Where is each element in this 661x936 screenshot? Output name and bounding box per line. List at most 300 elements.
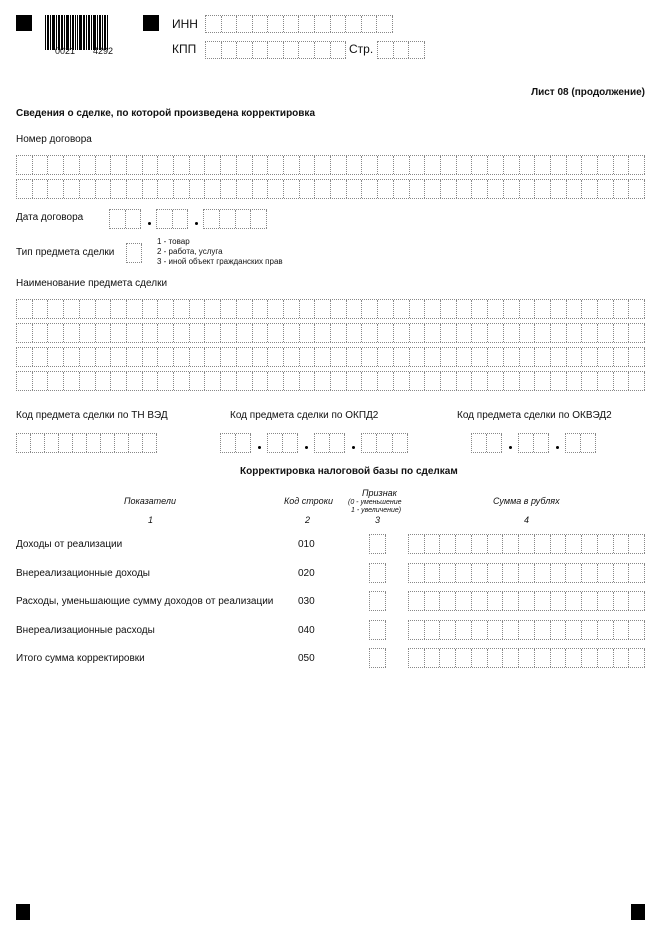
input-cell[interactable]	[410, 180, 426, 198]
input-cell[interactable]	[441, 324, 457, 342]
input-cell[interactable]	[315, 156, 331, 174]
input-cell[interactable]	[237, 348, 253, 366]
subject-name-row-3[interactable]	[16, 347, 645, 367]
input-cell[interactable]	[472, 621, 488, 639]
correction-row-sign-field[interactable]	[369, 563, 386, 583]
input-cell[interactable]	[535, 348, 551, 366]
input-cell[interactable]	[456, 592, 472, 610]
input-cell[interactable]	[268, 180, 284, 198]
input-cell[interactable]	[503, 564, 519, 582]
input-cell[interactable]	[370, 564, 386, 582]
input-cell[interactable]	[300, 156, 316, 174]
input-cell[interactable]	[440, 592, 456, 610]
input-cell[interactable]	[96, 156, 112, 174]
input-cell[interactable]	[488, 348, 504, 366]
input-cell[interactable]	[409, 649, 425, 667]
input-cell[interactable]	[237, 300, 253, 318]
input-cell[interactable]	[111, 372, 127, 390]
input-cell[interactable]	[488, 592, 504, 610]
input-cell[interactable]	[96, 372, 112, 390]
input-cell[interactable]	[17, 324, 33, 342]
input-cell[interactable]	[551, 621, 567, 639]
input-cell[interactable]	[205, 372, 221, 390]
input-cell[interactable]	[253, 42, 269, 58]
input-cell[interactable]	[488, 300, 504, 318]
input-cell[interactable]	[143, 180, 159, 198]
input-cell[interactable]	[487, 434, 502, 452]
input-cell[interactable]	[331, 372, 347, 390]
input-cell[interactable]	[362, 324, 378, 342]
input-cell[interactable]	[80, 180, 96, 198]
input-cell[interactable]	[567, 180, 583, 198]
input-cell[interactable]	[284, 180, 300, 198]
input-cell[interactable]	[362, 156, 378, 174]
input-cell[interactable]	[614, 621, 630, 639]
input-cell[interactable]	[520, 156, 536, 174]
input-cell[interactable]	[614, 564, 630, 582]
input-cell[interactable]	[629, 180, 645, 198]
input-cell[interactable]	[17, 372, 33, 390]
input-cell[interactable]	[284, 156, 300, 174]
input-cell[interactable]	[237, 42, 253, 58]
okved2-code-group-3[interactable]	[565, 433, 596, 453]
input-cell[interactable]	[284, 16, 300, 32]
input-cell[interactable]	[393, 434, 408, 452]
input-cell[interactable]	[520, 372, 536, 390]
input-cell[interactable]	[425, 592, 441, 610]
correction-row-sign-field[interactable]	[369, 591, 386, 611]
input-cell[interactable]	[206, 16, 222, 32]
input-cell[interactable]	[299, 16, 315, 32]
okved2-code-group-1[interactable]	[471, 433, 502, 453]
input-cell[interactable]	[96, 300, 112, 318]
input-cell[interactable]	[519, 434, 534, 452]
input-cell[interactable]	[174, 156, 190, 174]
input-cell[interactable]	[440, 649, 456, 667]
input-cell[interactable]	[629, 156, 645, 174]
input-cell[interactable]	[315, 180, 331, 198]
input-cell[interactable]	[503, 649, 519, 667]
input-cell[interactable]	[535, 372, 551, 390]
correction-row-sign-field[interactable]	[369, 534, 386, 554]
input-cell[interactable]	[520, 300, 536, 318]
input-cell[interactable]	[520, 348, 536, 366]
input-cell[interactable]	[535, 592, 551, 610]
input-cell[interactable]	[488, 621, 504, 639]
input-cell[interactable]	[614, 324, 630, 342]
input-cell[interactable]	[80, 156, 96, 174]
input-cell[interactable]	[115, 434, 129, 452]
input-cell[interactable]	[253, 156, 269, 174]
input-cell[interactable]	[441, 156, 457, 174]
input-cell[interactable]	[551, 156, 567, 174]
input-cell[interactable]	[488, 372, 504, 390]
input-cell[interactable]	[205, 348, 221, 366]
input-cell[interactable]	[64, 156, 80, 174]
input-cell[interactable]	[268, 42, 284, 58]
input-cell[interactable]	[17, 300, 33, 318]
input-cell[interactable]	[488, 156, 504, 174]
input-cell[interactable]	[456, 621, 472, 639]
input-cell[interactable]	[299, 42, 315, 58]
input-cell[interactable]	[582, 300, 598, 318]
input-cell[interactable]	[425, 372, 441, 390]
input-cell[interactable]	[174, 372, 190, 390]
input-cell[interactable]	[472, 348, 488, 366]
input-cell[interactable]	[110, 210, 126, 228]
input-cell[interactable]	[111, 180, 127, 198]
input-cell[interactable]	[614, 649, 630, 667]
input-cell[interactable]	[174, 300, 190, 318]
correction-row-amount-field[interactable]	[408, 563, 645, 583]
input-cell[interactable]	[409, 621, 425, 639]
input-cell[interactable]	[251, 210, 267, 228]
correction-row-sign-field[interactable]	[369, 620, 386, 640]
input-cell[interactable]	[582, 156, 598, 174]
input-cell[interactable]	[331, 42, 347, 58]
input-cell[interactable]	[457, 180, 473, 198]
input-cell[interactable]	[425, 324, 441, 342]
input-cell[interactable]	[551, 348, 567, 366]
input-cell[interactable]	[48, 348, 64, 366]
input-cell[interactable]	[535, 535, 551, 553]
input-cell[interactable]	[33, 156, 49, 174]
input-cell[interactable]	[535, 564, 551, 582]
okved2-code-group-2[interactable]	[518, 433, 549, 453]
input-cell[interactable]	[504, 156, 520, 174]
input-cell[interactable]	[315, 434, 330, 452]
inn-field[interactable]	[205, 15, 393, 33]
input-cell[interactable]	[488, 180, 504, 198]
input-cell[interactable]	[300, 372, 316, 390]
input-cell[interactable]	[347, 180, 363, 198]
input-cell[interactable]	[253, 300, 269, 318]
input-cell[interactable]	[567, 300, 583, 318]
input-cell[interactable]	[504, 324, 520, 342]
input-cell[interactable]	[535, 156, 551, 174]
input-cell[interactable]	[221, 180, 237, 198]
subject-type-field[interactable]	[126, 243, 142, 263]
input-cell[interactable]	[394, 42, 410, 58]
input-cell[interactable]	[614, 592, 630, 610]
input-cell[interactable]	[347, 324, 363, 342]
input-cell[interactable]	[221, 300, 237, 318]
input-cell[interactable]	[101, 434, 115, 452]
input-cell[interactable]	[253, 324, 269, 342]
input-cell[interactable]	[566, 564, 582, 582]
input-cell[interactable]	[488, 564, 504, 582]
input-cell[interactable]	[331, 348, 347, 366]
input-cell[interactable]	[551, 564, 567, 582]
input-cell[interactable]	[143, 434, 157, 452]
input-cell[interactable]	[567, 372, 583, 390]
subject-name-row-4[interactable]	[16, 371, 645, 391]
input-cell[interactable]	[598, 156, 614, 174]
input-cell[interactable]	[472, 592, 488, 610]
input-cell[interactable]	[370, 649, 386, 667]
input-cell[interactable]	[315, 300, 331, 318]
input-cell[interactable]	[64, 324, 80, 342]
input-cell[interactable]	[488, 324, 504, 342]
input-cell[interactable]	[127, 300, 143, 318]
input-cell[interactable]	[457, 348, 473, 366]
input-cell[interactable]	[410, 348, 426, 366]
input-cell[interactable]	[394, 372, 410, 390]
okpd2-code-group-1[interactable]	[220, 433, 251, 453]
input-cell[interactable]	[504, 348, 520, 366]
input-cell[interactable]	[582, 535, 598, 553]
input-cell[interactable]	[629, 592, 645, 610]
input-cell[interactable]	[567, 156, 583, 174]
input-cell[interactable]	[48, 324, 64, 342]
input-cell[interactable]	[394, 156, 410, 174]
input-cell[interactable]	[127, 156, 143, 174]
input-cell[interactable]	[31, 434, 45, 452]
input-cell[interactable]	[598, 564, 614, 582]
input-cell[interactable]	[48, 372, 64, 390]
input-cell[interactable]	[253, 372, 269, 390]
input-cell[interactable]	[45, 434, 59, 452]
input-cell[interactable]	[362, 348, 378, 366]
input-cell[interactable]	[410, 156, 426, 174]
input-cell[interactable]	[598, 535, 614, 553]
input-cell[interactable]	[221, 434, 236, 452]
input-cell[interactable]	[441, 180, 457, 198]
input-cell[interactable]	[347, 372, 363, 390]
input-cell[interactable]	[48, 180, 64, 198]
input-cell[interactable]	[300, 180, 316, 198]
input-cell[interactable]	[519, 649, 535, 667]
input-cell[interactable]	[409, 592, 425, 610]
input-cell[interactable]	[472, 180, 488, 198]
input-cell[interactable]	[237, 324, 253, 342]
input-cell[interactable]	[284, 300, 300, 318]
input-cell[interactable]	[520, 180, 536, 198]
input-cell[interactable]	[567, 348, 583, 366]
input-cell[interactable]	[127, 348, 143, 366]
input-cell[interactable]	[33, 348, 49, 366]
input-cell[interactable]	[614, 156, 630, 174]
input-cell[interactable]	[80, 372, 96, 390]
input-cell[interactable]	[551, 180, 567, 198]
input-cell[interactable]	[472, 372, 488, 390]
input-cell[interactable]	[127, 244, 142, 262]
input-cell[interactable]	[629, 372, 645, 390]
input-cell[interactable]	[205, 180, 221, 198]
input-cell[interactable]	[504, 300, 520, 318]
input-cell[interactable]	[425, 621, 441, 639]
input-cell[interactable]	[127, 324, 143, 342]
input-cell[interactable]	[331, 16, 347, 32]
input-cell[interactable]	[378, 180, 394, 198]
input-cell[interactable]	[534, 434, 549, 452]
input-cell[interactable]	[472, 324, 488, 342]
input-cell[interactable]	[283, 434, 298, 452]
input-cell[interactable]	[284, 42, 300, 58]
input-cell[interactable]	[456, 535, 472, 553]
input-cell[interactable]	[472, 649, 488, 667]
input-cell[interactable]	[331, 300, 347, 318]
input-cell[interactable]	[566, 621, 582, 639]
tnved-code-field[interactable]	[16, 433, 157, 453]
input-cell[interactable]	[598, 592, 614, 610]
input-cell[interactable]	[582, 348, 598, 366]
input-cell[interactable]	[96, 324, 112, 342]
input-cell[interactable]	[614, 372, 630, 390]
input-cell[interactable]	[236, 434, 251, 452]
input-cell[interactable]	[221, 324, 237, 342]
input-cell[interactable]	[629, 649, 645, 667]
input-cell[interactable]	[581, 434, 596, 452]
input-cell[interactable]	[425, 180, 441, 198]
input-cell[interactable]	[111, 348, 127, 366]
input-cell[interactable]	[566, 592, 582, 610]
input-cell[interactable]	[377, 16, 393, 32]
input-cell[interactable]	[425, 649, 441, 667]
input-cell[interactable]	[456, 649, 472, 667]
input-cell[interactable]	[582, 564, 598, 582]
contract-number-row-1[interactable]	[16, 155, 645, 175]
input-cell[interactable]	[520, 324, 536, 342]
input-cell[interactable]	[566, 535, 582, 553]
input-cell[interactable]	[566, 649, 582, 667]
input-cell[interactable]	[535, 300, 551, 318]
okpd2-code-group-2[interactable]	[267, 433, 298, 453]
input-cell[interactable]	[394, 348, 410, 366]
input-cell[interactable]	[268, 300, 284, 318]
input-cell[interactable]	[535, 621, 551, 639]
input-cell[interactable]	[582, 324, 598, 342]
input-cell[interactable]	[472, 300, 488, 318]
input-cell[interactable]	[472, 156, 488, 174]
input-cell[interactable]	[566, 434, 581, 452]
input-cell[interactable]	[315, 42, 331, 58]
input-cell[interactable]	[129, 434, 143, 452]
input-cell[interactable]	[582, 649, 598, 667]
input-cell[interactable]	[126, 210, 142, 228]
input-cell[interactable]	[268, 348, 284, 366]
correction-row-amount-field[interactable]	[408, 534, 645, 554]
input-cell[interactable]	[59, 434, 73, 452]
input-cell[interactable]	[143, 300, 159, 318]
input-cell[interactable]	[535, 180, 551, 198]
input-cell[interactable]	[48, 300, 64, 318]
input-cell[interactable]	[111, 300, 127, 318]
input-cell[interactable]	[378, 156, 394, 174]
input-cell[interactable]	[551, 592, 567, 610]
input-cell[interactable]	[220, 210, 236, 228]
input-cell[interactable]	[503, 592, 519, 610]
input-cell[interactable]	[614, 535, 630, 553]
input-cell[interactable]	[111, 156, 127, 174]
input-cell[interactable]	[190, 324, 206, 342]
input-cell[interactable]	[629, 348, 645, 366]
input-cell[interactable]	[253, 16, 269, 32]
input-cell[interactable]	[441, 348, 457, 366]
input-cell[interactable]	[551, 535, 567, 553]
input-cell[interactable]	[440, 564, 456, 582]
input-cell[interactable]	[96, 180, 112, 198]
input-cell[interactable]	[205, 156, 221, 174]
input-cell[interactable]	[268, 434, 283, 452]
input-cell[interactable]	[425, 156, 441, 174]
input-cell[interactable]	[331, 180, 347, 198]
correction-row-sign-field[interactable]	[369, 648, 386, 668]
input-cell[interactable]	[143, 348, 159, 366]
input-cell[interactable]	[457, 324, 473, 342]
input-cell[interactable]	[629, 535, 645, 553]
input-cell[interactable]	[222, 16, 238, 32]
input-cell[interactable]	[598, 348, 614, 366]
input-cell[interactable]	[222, 42, 238, 58]
contract-date-year[interactable]	[203, 209, 267, 229]
input-cell[interactable]	[614, 348, 630, 366]
input-cell[interactable]	[614, 180, 630, 198]
input-cell[interactable]	[598, 300, 614, 318]
input-cell[interactable]	[378, 348, 394, 366]
input-cell[interactable]	[370, 592, 386, 610]
input-cell[interactable]	[253, 180, 269, 198]
input-cell[interactable]	[504, 180, 520, 198]
input-cell[interactable]	[535, 649, 551, 667]
input-cell[interactable]	[268, 324, 284, 342]
input-cell[interactable]	[362, 434, 377, 452]
input-cell[interactable]	[80, 348, 96, 366]
input-cell[interactable]	[551, 372, 567, 390]
input-cell[interactable]	[158, 372, 174, 390]
input-cell[interactable]	[409, 535, 425, 553]
input-cell[interactable]	[362, 300, 378, 318]
input-cell[interactable]	[370, 535, 386, 553]
input-cell[interactable]	[205, 324, 221, 342]
input-cell[interactable]	[598, 324, 614, 342]
input-cell[interactable]	[519, 564, 535, 582]
input-cell[interactable]	[347, 156, 363, 174]
input-cell[interactable]	[440, 535, 456, 553]
input-cell[interactable]	[519, 621, 535, 639]
input-cell[interactable]	[629, 564, 645, 582]
input-cell[interactable]	[143, 372, 159, 390]
input-cell[interactable]	[629, 621, 645, 639]
subject-name-row-2[interactable]	[16, 323, 645, 343]
input-cell[interactable]	[551, 300, 567, 318]
input-cell[interactable]	[158, 348, 174, 366]
input-cell[interactable]	[221, 348, 237, 366]
input-cell[interactable]	[158, 300, 174, 318]
input-cell[interactable]	[441, 372, 457, 390]
input-cell[interactable]	[441, 300, 457, 318]
input-cell[interactable]	[378, 372, 394, 390]
input-cell[interactable]	[598, 649, 614, 667]
input-cell[interactable]	[64, 372, 80, 390]
input-cell[interactable]	[409, 564, 425, 582]
input-cell[interactable]	[174, 324, 190, 342]
input-cell[interactable]	[64, 348, 80, 366]
input-cell[interactable]	[300, 348, 316, 366]
input-cell[interactable]	[457, 156, 473, 174]
input-cell[interactable]	[331, 324, 347, 342]
input-cell[interactable]	[237, 156, 253, 174]
input-cell[interactable]	[377, 434, 392, 452]
input-cell[interactable]	[440, 621, 456, 639]
input-cell[interactable]	[362, 180, 378, 198]
input-cell[interactable]	[33, 372, 49, 390]
input-cell[interactable]	[17, 180, 33, 198]
subject-name-row-1[interactable]	[16, 299, 645, 319]
page-number-field[interactable]	[377, 41, 425, 59]
input-cell[interactable]	[488, 649, 504, 667]
input-cell[interactable]	[629, 300, 645, 318]
